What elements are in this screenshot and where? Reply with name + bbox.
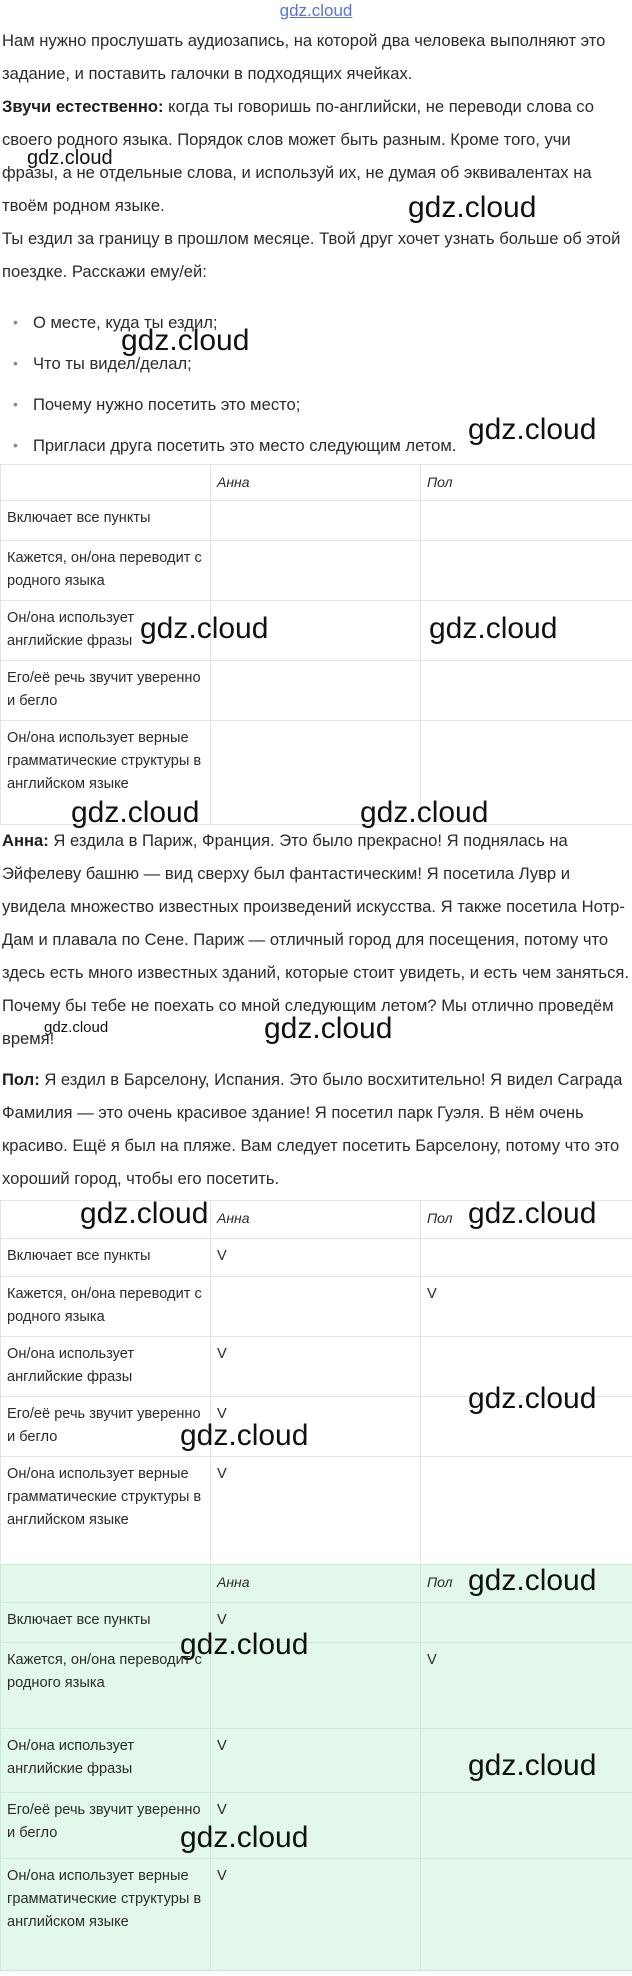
watermark: gdz.cloud (468, 1197, 597, 1230)
criterion-label: Его/её речь звучит уверенно и бегло (1, 661, 211, 721)
check-mark: V (217, 1346, 227, 1362)
pol-check-cell (421, 1643, 632, 1729)
check-mark: V (427, 1652, 437, 1668)
watermark: gdz.cloud (180, 1628, 309, 1661)
watermark: gdz.cloud (140, 612, 269, 645)
column-header-pol: Пол (421, 465, 632, 501)
check-mark: V (217, 1466, 227, 1482)
criterion-label: Кажется, он/она переводит с родного языка (1, 1277, 211, 1337)
pol-story (0, 1063, 632, 1195)
pol-checkbox-cell[interactable] (421, 501, 632, 541)
anna-check-cell (211, 1457, 421, 1565)
criterion-label: Он/она использует верные грамматические структуры в английском языке (1, 1457, 211, 1565)
watermark: gdz.cloud (27, 147, 113, 169)
anna-check-cell (211, 1859, 421, 1971)
table-row (1, 661, 632, 721)
pol-check-cell (421, 1603, 632, 1643)
check-mark: V (217, 1406, 227, 1422)
task-prompt: Ты ездил за границу в прошлом месяце. Твой друг хочет узнать больше об этой поездке. Расскажи ему/ей: (2, 229, 621, 281)
pol-check-cell (421, 1239, 632, 1277)
anna-checkbox-cell[interactable] (211, 501, 421, 541)
criterion-label: Включает все пункты (1, 1603, 211, 1643)
criterion-label: Он/она использует английские фразы (1, 601, 211, 661)
column-header-anna: Анна (211, 1565, 421, 1603)
watermark: gdz.cloud (468, 413, 597, 446)
criterion-label: Кажется, он/она переводит с родного языка (1, 1643, 211, 1729)
watermark: gdz.cloud (121, 324, 250, 357)
pol-check-cell (421, 1277, 632, 1337)
check-mark: V (427, 1286, 437, 1302)
anna-check-cell (211, 1239, 421, 1277)
bullet-item: • Почему нужно посетить это место; (0, 384, 632, 425)
table-row (1, 1239, 632, 1277)
check-mark: V (217, 1802, 227, 1818)
criterion-label: Он/она использует английские фразы (1, 1337, 211, 1397)
pol-check-cell (421, 1859, 632, 1971)
anna-text: Я ездила в Париж, Франция. Это было прекрасно! Я поднялась на Эйфелеву башню — вид сверху был фантастическим! Я посетила Лувр и увидела множество известных произведений искусства. Я также посетила Нотр-Дам и плавала по Сене. Париж — отличный город для посещения, потому что здесь есть много известных зданий, которые стоит увидеть, и есть чем заняться. Почему бы тебе не поехать со мной следующим летом? Мы отлично проведём время! (2, 831, 629, 1048)
pol-text: Я ездил в Барселону, Испания. Это было восхитительно! Я видел Саграда Фамилия — это очень красивое здание! Я посетил парк Гуэля. В нём очень красиво. Ещё я был на пляже. Вам следует посетить Барселону, потому что это хороший город, чтобы его посетить. (2, 1070, 623, 1188)
table-row (1, 501, 632, 541)
criterion-label: Включает все пункты (1, 501, 211, 541)
check-mark: V (217, 1868, 227, 1884)
anna-checkbox-cell[interactable] (211, 661, 421, 721)
check-mark: V (217, 1248, 227, 1264)
watermark: gdz.cloud (408, 191, 537, 224)
watermark: gdz.cloud (44, 1019, 109, 1036)
pol-checkbox-cell[interactable] (421, 541, 632, 601)
anna-check-cell (211, 1277, 421, 1337)
criterion-label: Он/она использует английские фразы (1, 1729, 211, 1793)
pol-checkbox-cell[interactable] (421, 661, 632, 721)
table-cell (1, 1565, 211, 1603)
watermark: gdz.cloud (264, 1012, 393, 1045)
table-row (1, 1643, 632, 1729)
table-row (1, 1859, 632, 1971)
watermark: gdz.cloud (468, 1382, 597, 1415)
criterion-label: Он/она использует верные грамматические структуры в английском языке (1, 721, 211, 825)
anna-label: Анна: (2, 831, 49, 850)
bullet-item: • Что ты видел/делал; (0, 343, 632, 384)
site-watermark-link[interactable]: gdz.cloud (279, 1, 353, 20)
bullet-item: • О месте, куда ты ездил; (0, 302, 632, 343)
pol-label: Пол: (2, 1070, 40, 1089)
table-header-row (1, 465, 632, 501)
anna-checkbox-cell[interactable] (211, 541, 421, 601)
table-row (1, 1793, 632, 1859)
anna-check-cell (211, 1729, 421, 1793)
watermark: gdz.cloud (468, 1749, 597, 1782)
watermark: gdz.cloud (429, 612, 558, 645)
watermark: gdz.cloud (360, 796, 489, 829)
table-cell (1, 465, 211, 501)
watermark: gdz.cloud (468, 1564, 597, 1597)
table-row (1, 1603, 632, 1643)
criterion-label: Включает все пункты (1, 1239, 211, 1277)
anna-check-cell (211, 1337, 421, 1397)
criterion-label: Его/её речь звучит уверенно и бегло (1, 1793, 211, 1859)
watermark: gdz.cloud (71, 796, 200, 829)
watermark: gdz.cloud (80, 1197, 209, 1230)
criterion-label: Его/её речь звучит уверенно и бегло (1, 1397, 211, 1457)
watermark: gdz.cloud (180, 1821, 309, 1854)
task-intro: Нам нужно прослушать аудиозапись, на которой два человека выполняют это задание, и поставить галочки в подходящих ячейках. (2, 31, 606, 83)
check-mark: V (217, 1738, 227, 1754)
pol-check-cell (421, 1457, 632, 1565)
criterion-label: Он/она использует верные грамматические структуры в английском языке (1, 1859, 211, 1971)
check-mark: V (217, 1612, 227, 1628)
table-row (1, 541, 632, 601)
stories-block (0, 824, 632, 1195)
column-header-anna: Анна (211, 465, 421, 501)
column-header-pol: Пол (421, 1201, 632, 1239)
table-row (1, 1457, 632, 1565)
criterion-label: Кажется, он/она переводит с родного языка (1, 541, 211, 601)
column-header-anna: Анна (211, 1201, 421, 1239)
pol-check-cell (421, 1793, 632, 1859)
bullet-item: • Пригласи друга посетить это место следующим летом. (0, 425, 632, 466)
tip-text: когда ты говоришь по-английски, не переводи слова со своего родного языка. Порядок слов может быть разным. Кроме того, учи фразы, а не отдельные слова, и используй их, не думая об эквивалентах на твоём родном языке. (2, 97, 594, 215)
table-row (1, 1277, 632, 1337)
watermark: gdz.cloud (180, 1419, 309, 1452)
tip-label: Звучи естественно: (2, 97, 164, 116)
column-header-pol: Пол (421, 1565, 632, 1603)
